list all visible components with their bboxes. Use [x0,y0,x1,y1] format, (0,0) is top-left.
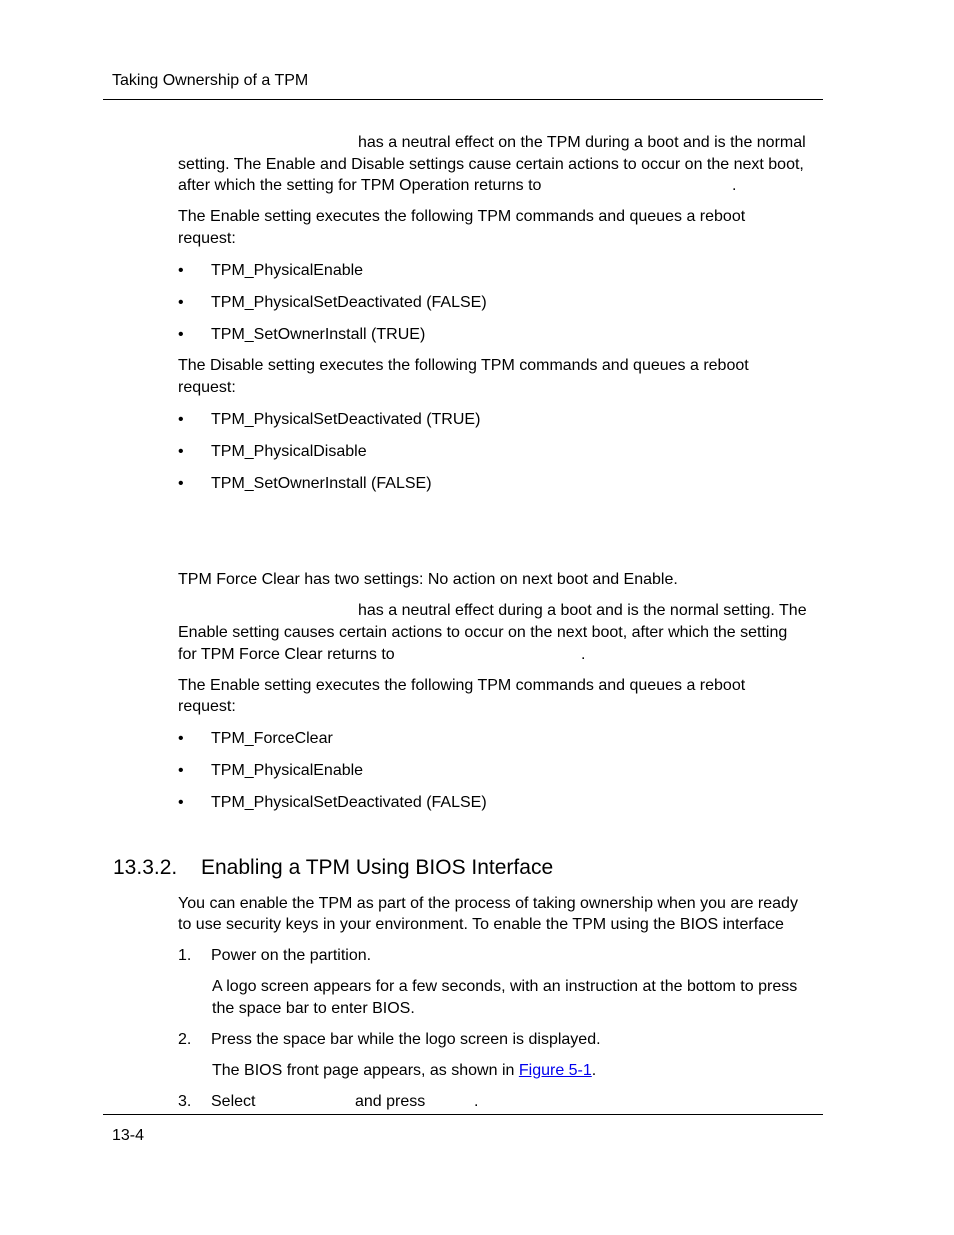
section-intro-line2: to use security keys in your environment. To enable the TPM using the BIOS interface [178,916,784,933]
step-text: Press the space bar while the logo screen is displayed. [211,1031,601,1048]
figure-link[interactable]: Figure 5-1 [518,1062,592,1079]
step-detail [212,1061,596,1081]
bullet-icon: • [178,411,184,428]
step-text-and-press: and press [355,1093,426,1110]
step-text-select: Select [211,1093,256,1110]
bullet-icon: • [178,762,184,779]
step-text-period: . [474,1093,479,1110]
tpm-operation-p1-period: . [732,177,737,194]
running-header: Taking Ownership of a TPM [112,72,309,89]
bullet-icon: • [178,326,184,343]
list-item: TPM_PhysicalEnable [211,262,364,279]
list-item: TPM_PhysicalSetDeactivated (TRUE) [211,411,481,428]
section-number: 13.3.2. [113,856,178,879]
step-text: Power on the partition. [211,947,372,964]
disable-intro-line2: request: [178,379,236,396]
list-item: TPM_SetOwnerInstall (FALSE) [211,475,432,492]
bullet-icon: • [178,443,184,460]
bullet-icon: • [178,730,184,747]
tpm-operation-p1-line3: after which the setting for TPM Operation returns to [178,177,542,194]
force-clear-p2-line1: has a neutral effect during a boot and is the normal setting. The [358,602,807,619]
tpm-operation-p1-line1: has a neutral effect on the TPM during a boot and is the normal [358,134,806,151]
page-number: 13-4 [112,1127,145,1144]
list-item: TPM_SetOwnerInstall (TRUE) [211,326,426,343]
force-clear-intro: TPM Force Clear has two settings: No action on next boot and Enable. [178,571,678,588]
force-clear-p2-period: . [581,646,586,663]
step-detail-text: The BIOS front page appears, as shown in [212,1062,515,1079]
list-item: TPM_ForceClear [211,730,333,747]
bullet-icon: • [178,475,184,492]
list-item: TPM_PhysicalDisable [211,443,367,460]
footer-rule [103,1114,823,1115]
step-number: 2. [178,1031,192,1048]
list-item: TPM_PhysicalSetDeactivated (FALSE) [211,294,487,311]
step-detail-period: . [591,1062,597,1079]
force-clear-p2-line3: for TPM Force Clear returns to [178,646,395,663]
step-detail-line1: A logo screen appears for a few seconds, with an instruction at the bottom to press [212,978,798,995]
bullet-icon: • [178,294,184,311]
section-title: Enabling a TPM Using BIOS Interface [201,856,554,879]
step-detail-line2: the space bar to enter BIOS. [212,1000,415,1017]
force-clear-enable-intro-line2: request: [178,698,236,715]
header-rule [103,99,823,100]
list-item: TPM_PhysicalEnable [211,762,364,779]
enable-intro-line2: request: [178,230,236,247]
tpm-operation-p1-line2: setting. The Enable and Disable settings cause certain actions to occur on the next boot, [178,156,804,173]
force-clear-p2-line2: Enable setting causes certain actions to occur on the next boot, after which the setting [178,624,788,641]
bullet-icon: • [178,794,184,811]
step-number: 1. [178,947,192,964]
step-number: 3. [178,1093,192,1110]
section-intro-line1: You can enable the TPM as part of the process of taking ownership when you are ready [178,895,798,912]
disable-intro-line1: The Disable setting executes the following TPM commands and queues a reboot [178,357,749,374]
enable-intro-line1: The Enable setting executes the following TPM commands and queues a reboot [178,208,746,225]
list-item: TPM_PhysicalSetDeactivated (FALSE) [211,794,487,811]
force-clear-enable-intro-line1: The Enable setting executes the following TPM commands and queues a reboot [178,677,746,694]
bullet-icon: • [178,262,184,279]
